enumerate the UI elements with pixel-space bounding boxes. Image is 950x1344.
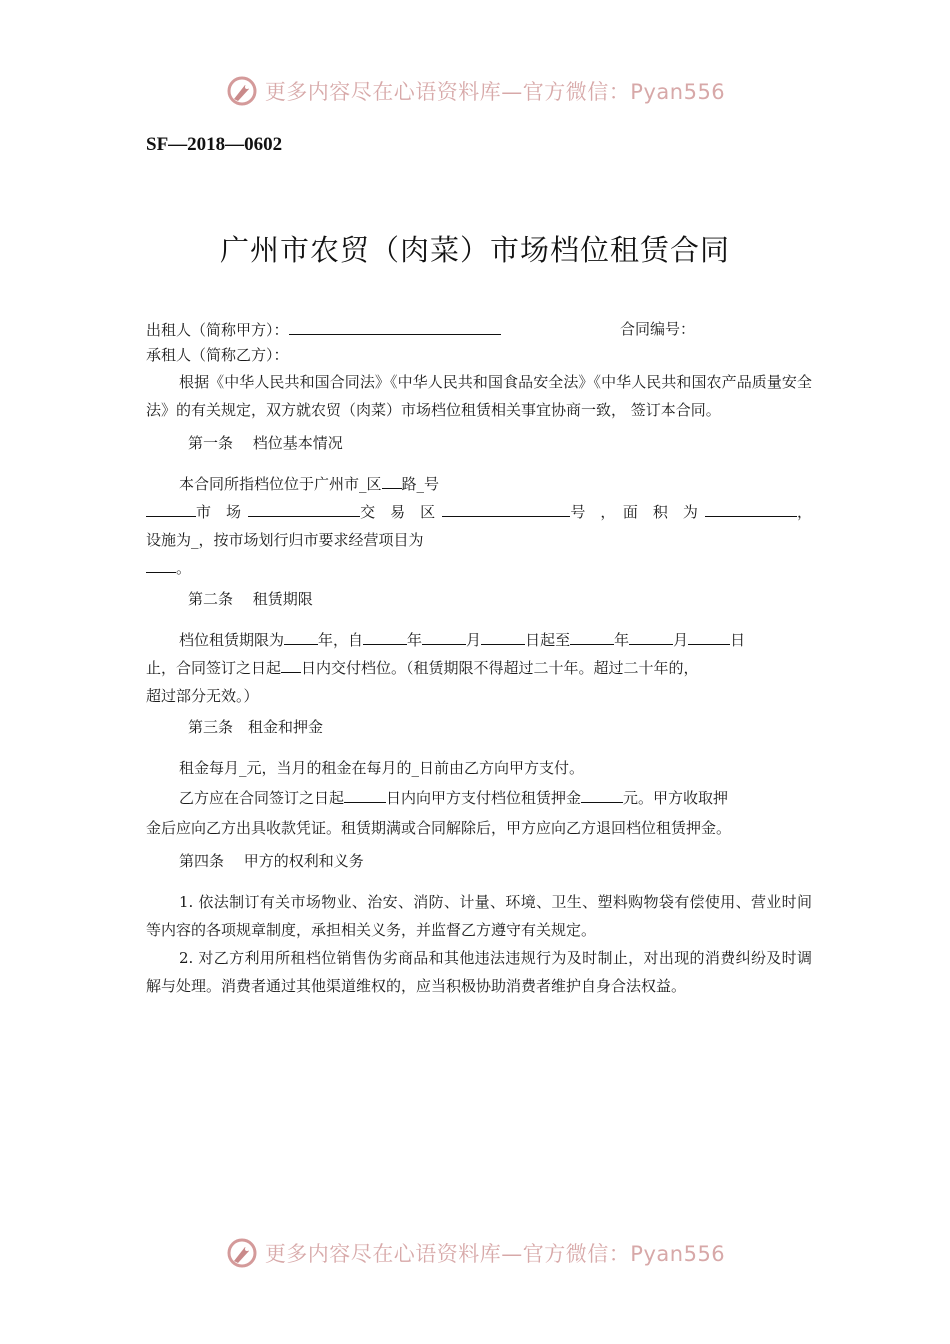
- watermark-text: 更多内容尽在心语资料库—官方微信：Pyan556: [264, 1242, 726, 1266]
- lessee-label: 承租人（简称乙方）：: [146, 346, 289, 364]
- article-1-line3: 设施为_，按市场划行归市要求经营项目为: [146, 531, 424, 549]
- deposit-amount-blank[interactable]: [581, 784, 623, 803]
- article-4-item-2: 2. 对乙方利用所租档位销售伪劣商品和其他违法违规行为及时制止，对出现的消费纠纷及时调解与处理。消费者通过其他渠道维权的，应当积极协助消费者维护自身合法权益。: [146, 949, 812, 995]
- business-items-blank[interactable]: [146, 554, 176, 573]
- article-4-heading: 第四条 甲方的权利和义务: [179, 852, 364, 870]
- document-code: SF—2018—0602: [146, 134, 283, 155]
- page-title: 广州市农贸（肉菜）市场档位租赁合同: [219, 233, 730, 267]
- watermark-text: 更多内容尽在心语资料库—官方微信：Pyan556: [264, 80, 726, 104]
- article-1-line1: 本合同所指档位位于广州市_区 路_号: [146, 470, 812, 498]
- area-blank[interactable]: [705, 498, 797, 517]
- article-3-line2: 乙方应在合同签订之日起 日内向甲方支付档位租赁押金 元。甲方收取押: [146, 782, 812, 814]
- article-2-line3: 超过部分无效。）: [146, 687, 259, 705]
- watermark-banner-top: [0, 74, 950, 108]
- start-year-blank[interactable]: [363, 626, 407, 645]
- end-month-blank[interactable]: [629, 626, 673, 645]
- end-day-blank[interactable]: [688, 626, 730, 645]
- article-1-line4: 。: [146, 554, 812, 582]
- article-4-item-1: 1. 依法制订有关市场物业、治安、消防、计量、环境、卫生、塑料购物袋有偿使用、营业时间等内容的各项规章制度，承担相关义务，并监督乙方遵守有关规定。: [146, 893, 812, 939]
- preamble: 根据《中华人民共和国合同法》《中华人民共和国食品安全法》《中华人民共和国农产品质量安全法》的有关规定，双方就农贸（肉菜）市场档位租赁相关事宜协商一致， 签订本合同。: [146, 373, 812, 419]
- trading-area-blank[interactable]: [442, 498, 570, 517]
- market-name-blank[interactable]: [146, 498, 196, 517]
- article-2-line1: 档位租赁期限为 年，自 年 月 日起至 年 月 日: [146, 626, 812, 654]
- delivery-days-blank[interactable]: [281, 654, 301, 673]
- lessor-label: 出租人（简称甲方）：: [146, 321, 289, 339]
- article-3-line1: 租金每月_元，当月的租金在每月的_日前由乙方向甲方支付。: [179, 759, 585, 777]
- article-3-line3: 金后应向乙方出具收款凭证。租赁期满或合同解除后，甲方应向乙方退回档位租赁押金。: [146, 819, 732, 837]
- term-years-blank[interactable]: [284, 626, 318, 645]
- district-blank[interactable]: [382, 470, 402, 489]
- pen-nib-logo-icon: [225, 1236, 259, 1270]
- start-month-blank[interactable]: [422, 626, 466, 645]
- article-1-line2: 市 场 交 易 区 号 ， 面 积 为 ，: [146, 498, 812, 526]
- article-1-heading: 第一条 档位基本情况: [188, 434, 343, 452]
- market-blank[interactable]: [248, 498, 360, 517]
- article-2-line2: 止，合同签订之日起 日内交付档位。（租赁期限不得超过二十年。超过二十年的，: [146, 654, 812, 682]
- contract-no-label: 合同编号：: [620, 320, 696, 338]
- pen-nib-logo-icon: [225, 74, 259, 108]
- lessor-blank[interactable]: [289, 316, 501, 335]
- start-day-blank[interactable]: [481, 626, 525, 645]
- end-year-blank[interactable]: [570, 626, 614, 645]
- lessee-line: [146, 342, 812, 368]
- article-3-heading: 第三条 租金和押金: [188, 718, 324, 736]
- watermark-banner-bottom: [0, 1236, 950, 1270]
- lessor-line: [146, 316, 812, 342]
- article-2-heading: 第二条 租赁期限: [188, 590, 313, 608]
- deposit-days-blank[interactable]: [344, 784, 386, 803]
- contract-body: [146, 316, 812, 1000]
